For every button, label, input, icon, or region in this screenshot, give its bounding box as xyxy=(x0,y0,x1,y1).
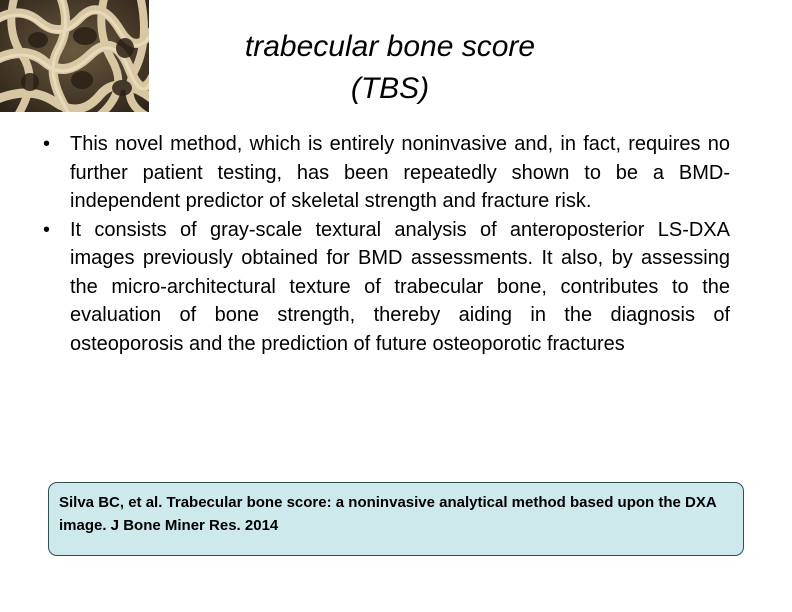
bullet-marker: • xyxy=(43,218,51,241)
citation-box xyxy=(48,482,744,556)
citation-text: Silva BC, et al. Trabecular bone score: a noninvasive analytical method based upon the DXA image. J Bone Miner Res. 2014 xyxy=(59,494,717,534)
bone-texture-icon xyxy=(0,0,149,112)
bullet-item xyxy=(40,130,730,216)
trabecular-bone-image xyxy=(0,0,149,112)
bullet-item xyxy=(40,216,730,359)
bullet-list xyxy=(40,130,730,358)
bullet-text: It consists of gray-scale textural analysis of anteroposterior LS-DXA images previously obtained for BMD assessments. It also, by assessing the micro-architectural texture of trabecular bone, contributes to the evaluation of bone strength, thereby aiding in the diagnosis of osteoporosis and the prediction of future osteoporotic fractures xyxy=(70,218,730,355)
title-line-2: (TBS) xyxy=(350,72,430,105)
bullet-marker: • xyxy=(43,133,51,155)
slide-title xyxy=(150,26,630,110)
bullet-text: This novel method, which is entirely noninvasive and, in fact, requires no further patient testing, has been repeatedly shown to be a BMD-independent predictor of skeletal strength and fracture risk. xyxy=(70,133,730,212)
title-line-1: trabecular bone score xyxy=(244,30,536,63)
